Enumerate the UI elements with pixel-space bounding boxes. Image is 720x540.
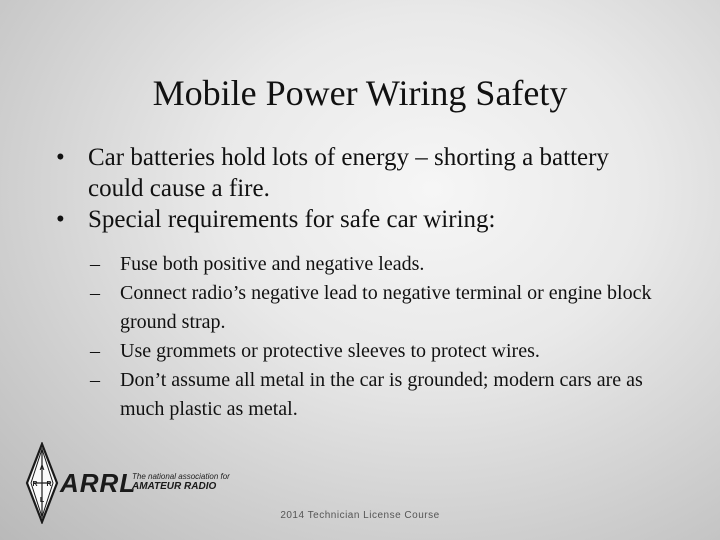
diamond-letter: R — [46, 481, 52, 488]
logo-wordmark: ARRL — [60, 468, 137, 498]
sub-bullet-text: Connect radio’s negative lead to negative terminal or engine block ground strap. — [120, 282, 652, 333]
dash-marker: – — [90, 369, 100, 391]
slide-title: Mobile Power Wiring Safety — [152, 73, 568, 113]
diamond-letter: L — [39, 497, 45, 504]
footer-text: 2014 Technician License Course — [280, 510, 440, 521]
dash-marker: – — [90, 340, 100, 362]
bullet-item — [56, 142, 666, 204]
bullet-text: Car batteries hold lots of energy – shorting a battery could cause a fire. — [88, 144, 609, 202]
sub-bullet-item — [88, 250, 666, 279]
logo-tagline: The national association for — [132, 472, 230, 481]
sub-bullet-list — [88, 250, 666, 424]
dash-marker: – — [90, 282, 100, 304]
logo-tagline-bold: AMATEUR RADIO — [132, 481, 217, 492]
dash-marker: – — [90, 253, 100, 275]
bullet-list — [56, 142, 666, 424]
bullet-marker: • — [56, 144, 65, 171]
sub-bullet-item — [88, 337, 666, 366]
bullet-item — [56, 204, 666, 424]
bullet-text: Special requirements for safe car wiring: — [88, 206, 496, 233]
sub-bullet-text: Use grommets or protective sleeves to protect wires. — [120, 340, 540, 362]
bullet-marker: • — [56, 206, 65, 233]
sub-bullet-text: Fuse both positive and negative leads. — [120, 253, 425, 275]
diamond-letter: A — [39, 465, 45, 472]
diamond-letter: R — [32, 481, 38, 488]
sub-bullet-text: Don’t assume all metal in the car is grounded; modern cars are as much plastic as metal. — [120, 369, 643, 420]
sub-bullet-item — [88, 279, 666, 337]
sub-bullet-item — [88, 366, 666, 424]
